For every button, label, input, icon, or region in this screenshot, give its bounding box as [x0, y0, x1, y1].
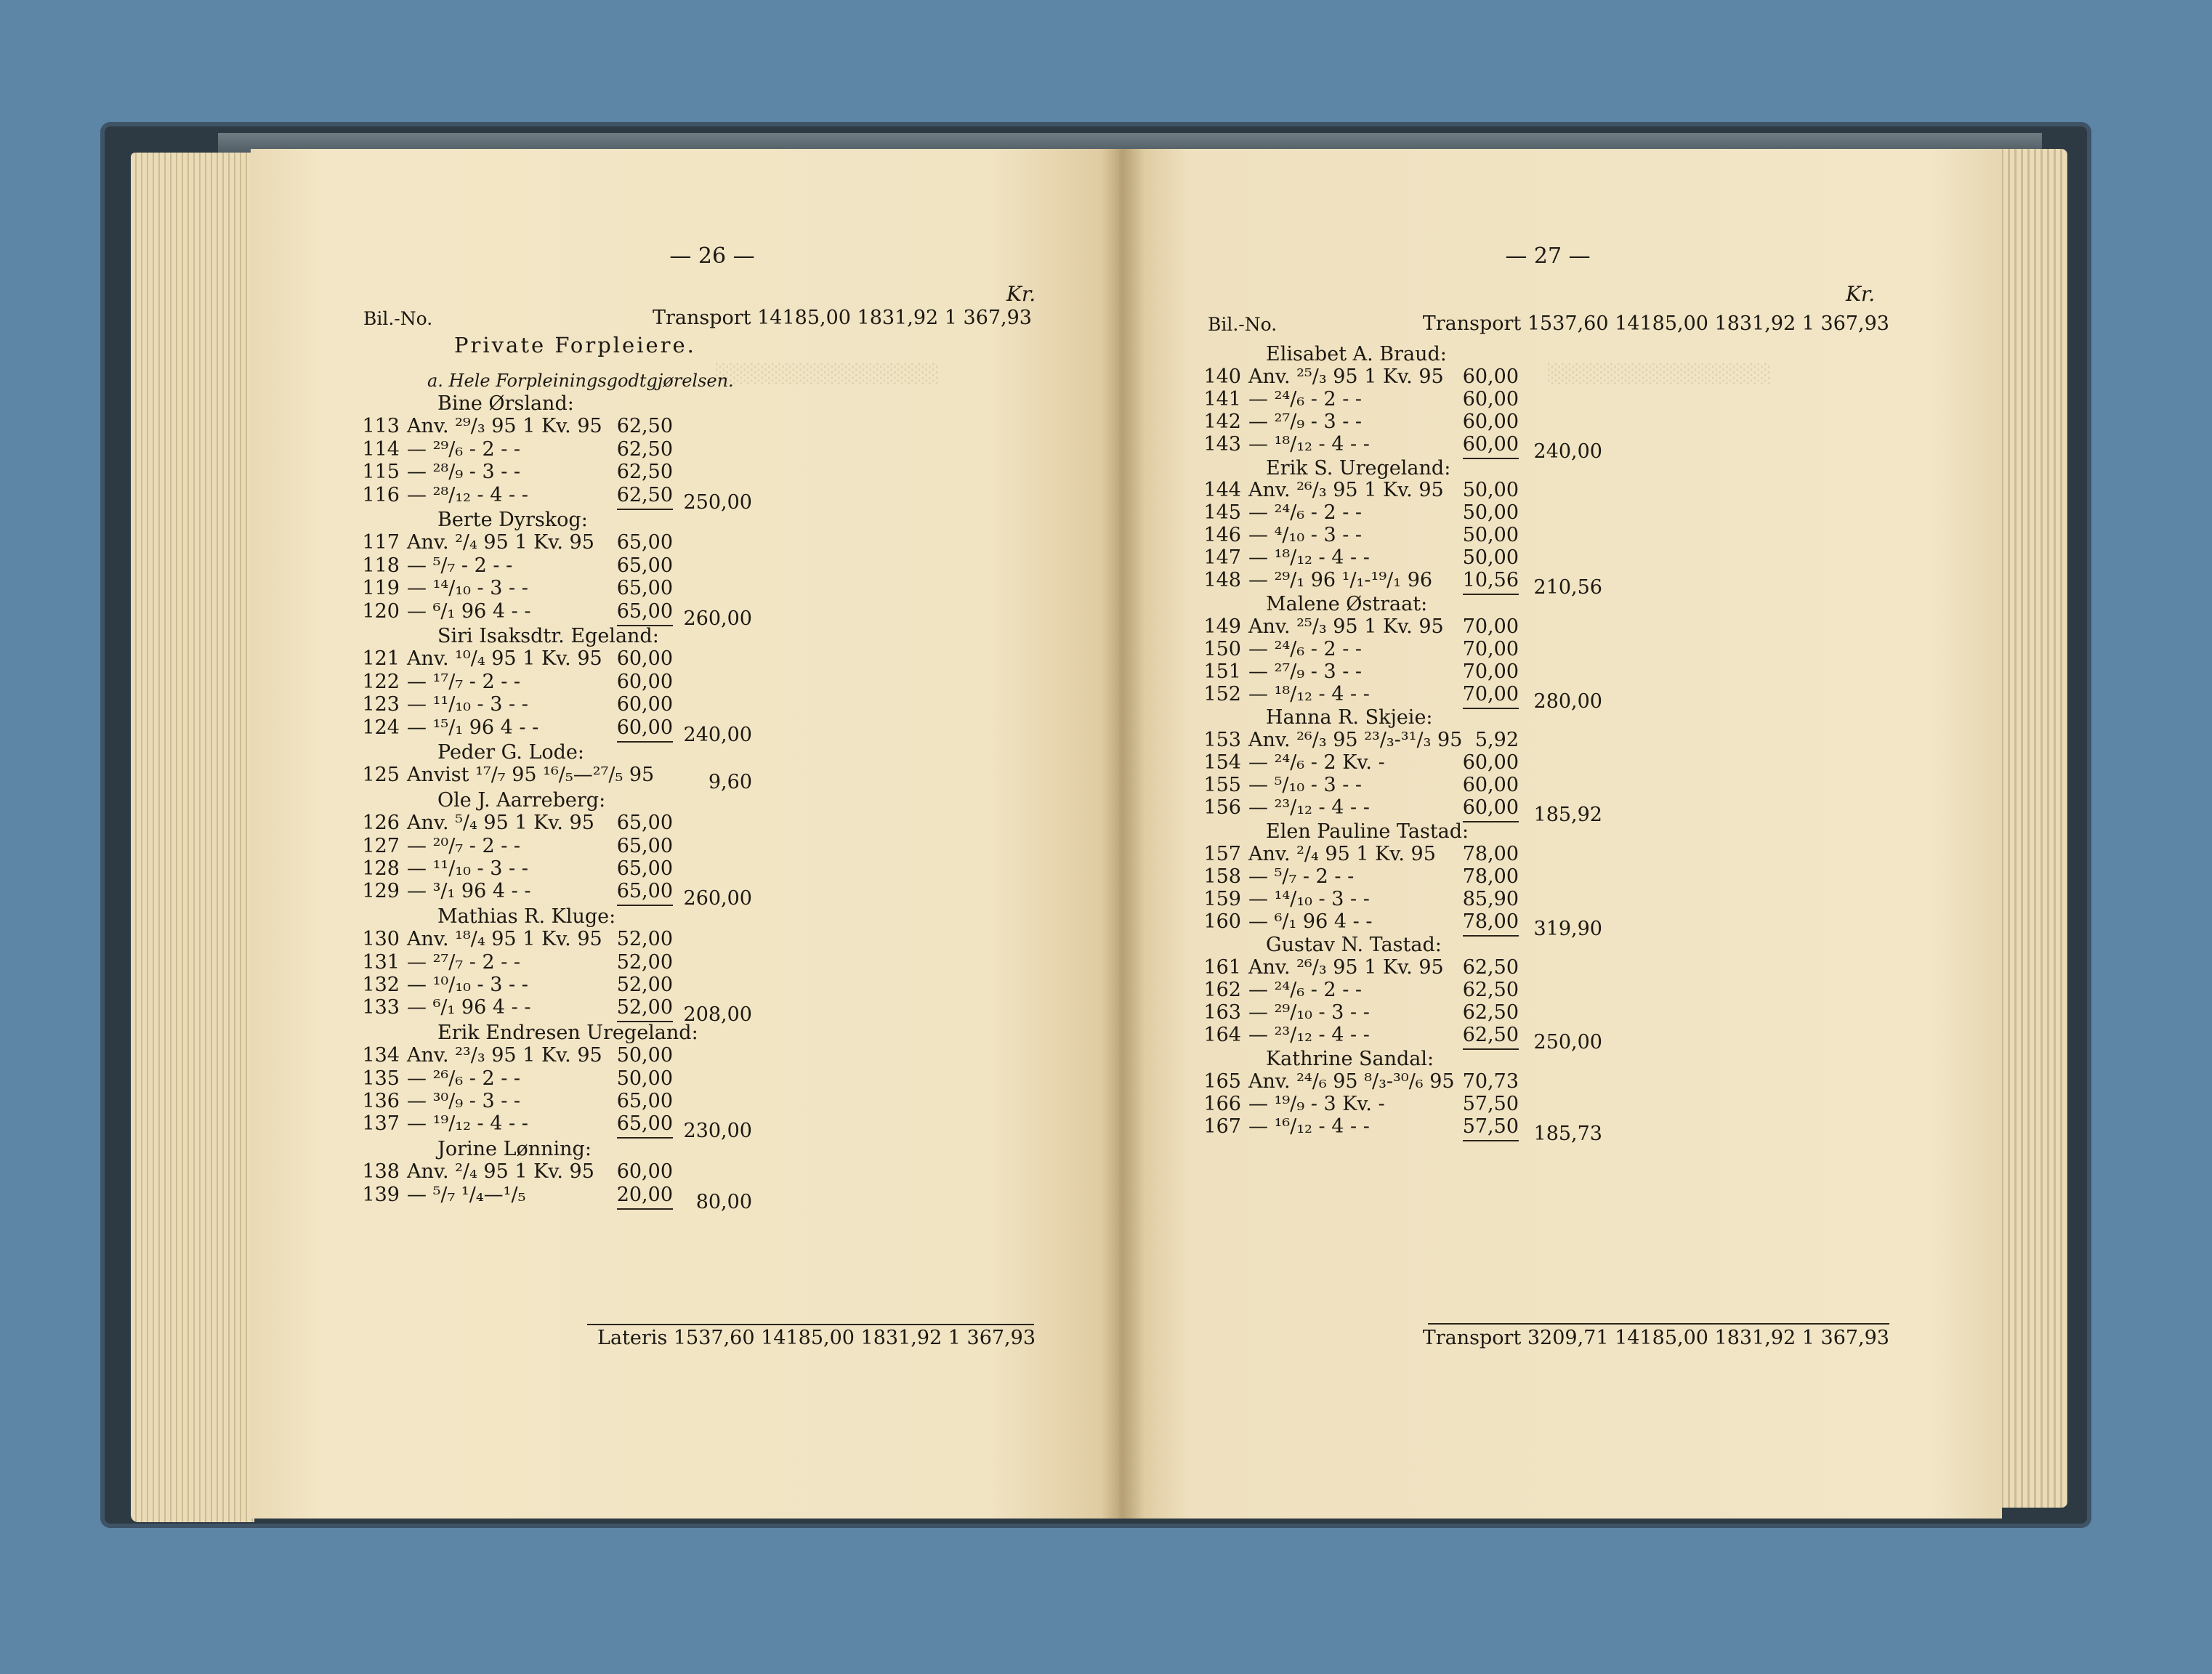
- payee-name: Siri Isaksdtr. Egeland:: [437, 625, 659, 647]
- entry-number: 145: [1203, 501, 1241, 525]
- entry-number: 114: [362, 437, 400, 461]
- entry-description: — ²⁷/₉ - 3 - -: [1248, 410, 1363, 433]
- entry-amount: 50,00: [1462, 501, 1519, 525]
- entry-amount: 78,00: [1463, 910, 1519, 937]
- entry-amount: 60,00: [616, 1160, 673, 1184]
- payee-name: Jorine Lønning:: [437, 1137, 592, 1160]
- entry-description: — ²⁰/₇ - 2 - -: [407, 834, 521, 857]
- group-total: 210,56: [1533, 576, 1602, 599]
- entry-amount: 62,50: [1462, 979, 1519, 1002]
- entry-description: Anv. ²⁹/₃ 95 1 Kv. 95: [407, 415, 602, 438]
- entry-description: Anv. ⁵/₄ 95 1 Kv. 95: [407, 812, 594, 835]
- entry-description: — ²⁷/₇ - 2 - -: [407, 950, 521, 974]
- entry-number: 121: [362, 647, 400, 671]
- ledger-row: [1203, 796, 1519, 820]
- ledger-row: [362, 974, 673, 997]
- bil-no-label: Bil.-No.: [1208, 314, 1277, 335]
- ledger-row: [362, 577, 673, 600]
- ledger-row: [362, 928, 673, 951]
- entry-amount: 60,00: [616, 670, 673, 693]
- entry-amount: 52,00: [616, 974, 673, 996]
- entry-amount: 5,92: [1474, 729, 1519, 752]
- group-total: 208,00: [683, 1003, 752, 1027]
- ledger-row: [1203, 479, 1519, 502]
- ledger-row: [1203, 865, 1519, 889]
- entry-amount: 52,00: [617, 996, 673, 1022]
- ledger-row: [362, 835, 673, 858]
- entry-number: 116: [362, 483, 400, 506]
- entry-amount: 65,00: [616, 577, 673, 600]
- ledger-row: [1203, 524, 1519, 547]
- entry-description: — ²⁹/₁₀ - 3 - -: [1248, 1001, 1370, 1024]
- entry-number: 115: [362, 461, 400, 484]
- entry-amount: 65,00: [616, 857, 673, 880]
- entry-description: — ¹¹/₁₀ - 3 - -: [407, 693, 528, 716]
- payee-name: Peder G. Lode:: [437, 741, 584, 764]
- entry-amount: 70,00: [1463, 683, 1519, 709]
- entry-amount: 62,50: [1462, 956, 1519, 979]
- entry-amount: 65,00: [617, 1112, 673, 1139]
- ledger-row: [362, 484, 673, 507]
- ledger-row: [362, 438, 673, 461]
- entry-amount: 60,00: [616, 647, 673, 671]
- entry-description: — ³⁰/₉ - 3 - -: [407, 1090, 521, 1112]
- entry-amount: 60,00: [617, 716, 673, 743]
- currency-label: Kr.: [1006, 282, 1036, 306]
- entry-description: — ⁵/₁₀ - 3 - -: [1248, 774, 1363, 797]
- entry-amount: 70,00: [1462, 615, 1519, 638]
- entry-amount: 50,00: [1462, 546, 1519, 570]
- payee-name: Mathias R. Kluge:: [437, 905, 616, 928]
- ledger-row: [362, 415, 673, 438]
- entry-amount: 50,00: [616, 1044, 673, 1067]
- ledger-row: [362, 671, 673, 694]
- entry-number: 142: [1203, 410, 1241, 433]
- entry-amount: 60,00: [1463, 433, 1519, 459]
- entry-number: 123: [362, 693, 400, 716]
- entry-amount: 52,00: [616, 950, 673, 974]
- entry-number: 144: [1203, 479, 1241, 502]
- right-page: [1119, 149, 2002, 1519]
- ledger-row: [362, 764, 673, 787]
- entry-number: 167: [1203, 1115, 1241, 1138]
- entry-description: — ¹⁴/₁₀ - 3 - -: [1248, 887, 1370, 910]
- entry-description: — ⁵/₇ - 2 - -: [1248, 865, 1355, 888]
- ledger-row: [1203, 433, 1519, 456]
- entry-description: Anv. ²⁶/₃ 95 1 Kv. 95: [1248, 956, 1444, 979]
- entry-number: 125: [362, 764, 400, 787]
- entry-number: 148: [1203, 569, 1241, 591]
- payee-name: Erik S. Uregeland:: [1266, 456, 1451, 480]
- entry-description: — ²⁴/₆ - 2 Kv. -: [1248, 751, 1385, 775]
- entry-number: 139: [362, 1183, 400, 1206]
- payee-name: Ole J. Aarreberg:: [437, 788, 606, 812]
- group-total: 9,60: [708, 771, 752, 794]
- group-total: 185,92: [1533, 804, 1602, 826]
- entry-number: 166: [1203, 1092, 1241, 1115]
- payee-name: Elen Pauline Tastad:: [1266, 820, 1469, 843]
- footer-rule: [1428, 1323, 1889, 1325]
- entry-description: — ³/₁ 96 4 - -: [407, 880, 531, 903]
- transport-footer-line: Transport 3209,71 14185,00 1831,92 1 367,93: [1422, 1327, 1889, 1349]
- entry-amount: 60,00: [1462, 410, 1519, 433]
- entry-number: 153: [1203, 729, 1241, 752]
- entry-amount: 60,00: [1462, 365, 1519, 388]
- entry-number: 141: [1203, 387, 1241, 411]
- entry-amount: 62,50: [617, 484, 673, 510]
- entry-description: Anv. ²⁶/₃ 95 ²³/₃-³¹/₃ 95: [1248, 729, 1463, 752]
- entry-description: — ⁶/₁ 96 4 - -: [407, 996, 531, 1019]
- group-total: 250,00: [1533, 1031, 1602, 1054]
- entry-description: — ²⁸/₉ - 3 - -: [407, 461, 521, 484]
- ledger-row: [1203, 683, 1519, 706]
- entry-description: — ⁵/₇ ¹/₄—¹/₅: [407, 1183, 526, 1206]
- entry-description: — ²⁹/₁ 96 ¹/₁-¹⁹/₁ 96: [1248, 569, 1433, 591]
- ledger-row: [1203, 1070, 1519, 1093]
- entry-amount: 62,50: [616, 437, 673, 461]
- entry-description: Anv. ²/₄ 95 1 Kv. 95: [407, 1160, 594, 1184]
- group-total: 185,73: [1533, 1122, 1602, 1145]
- entry-number: 140: [1203, 365, 1241, 388]
- ledger-row: [1203, 1024, 1519, 1047]
- entry-amount: 62,50: [616, 415, 673, 438]
- entry-amount: 70,73: [1462, 1070, 1519, 1093]
- entry-number: 164: [1203, 1024, 1241, 1046]
- transport-line: Transport 14185,00 1831,92 1 367,93: [652, 307, 1032, 329]
- entry-amount: 78,00: [1462, 865, 1519, 888]
- entry-description: — ¹⁵/₁ 96 4 - -: [407, 716, 539, 739]
- entry-number: 135: [362, 1067, 400, 1090]
- entry-number: 126: [362, 812, 400, 835]
- entry-amount: 65,00: [616, 554, 673, 577]
- entry-description: Anv. ²⁴/₆ 95 ⁸/₃-³⁰/₆ 95: [1248, 1070, 1455, 1093]
- ledger-row: [1203, 843, 1519, 866]
- entry-description: — ²⁷/₉ - 3 - -: [1248, 660, 1363, 683]
- ledger-row: [1203, 956, 1519, 979]
- entry-number: 131: [362, 950, 400, 974]
- page-number: — 26 —: [669, 243, 755, 269]
- bil-no-label: Bil.-No.: [363, 308, 433, 329]
- entry-number: 150: [1203, 637, 1241, 660]
- group-total: 250,00: [683, 490, 752, 514]
- ledger-row: [1203, 910, 1519, 934]
- entry-amount: 60,00: [1462, 387, 1519, 411]
- payee-name: Malene Østraat:: [1266, 592, 1428, 615]
- entry-amount: 65,00: [616, 812, 673, 835]
- group-total: 319,90: [1533, 917, 1602, 940]
- footer-rule: [587, 1324, 1034, 1325]
- ledger-row: [362, 996, 673, 1019]
- entry-description: — ²³/₁₂ - 4 - -: [1248, 1024, 1370, 1046]
- entry-number: 152: [1203, 682, 1241, 705]
- entry-number: 120: [362, 599, 400, 623]
- group-total: 240,00: [683, 723, 752, 746]
- bleed-through-texture: ░░░░░░░░░░░░░░░░: [1548, 363, 1772, 384]
- ledger-row: [1203, 979, 1519, 1002]
- ledger-row: [1203, 615, 1519, 639]
- ledger-row: [1203, 638, 1519, 661]
- entry-amount: 65,00: [617, 600, 673, 626]
- entry-description: — ²⁴/₆ - 2 - -: [1248, 387, 1363, 411]
- section-heading: Private Forpleiere.: [454, 333, 696, 357]
- entry-number: 133: [362, 996, 400, 1019]
- ledger-row: [362, 812, 673, 835]
- entry-description: Anv. ¹⁰/₄ 95 1 Kv. 95: [407, 647, 602, 671]
- group-total: 230,00: [683, 1120, 752, 1143]
- ledger-row: [362, 647, 673, 671]
- ledger-row: [362, 1090, 673, 1113]
- entry-amount: 50,00: [1462, 524, 1519, 547]
- entry-amount: 10,56: [1463, 569, 1519, 595]
- ledger-row: [362, 951, 673, 974]
- entry-description: — ¹⁷/₇ - 2 - -: [407, 670, 521, 693]
- entry-number: 119: [362, 577, 400, 600]
- ledger-row: [362, 693, 673, 716]
- ledger-row: [362, 716, 673, 740]
- entry-number: 128: [362, 857, 400, 880]
- entry-description: Anv. ²⁵/₃ 95 1 Kv. 95: [1248, 365, 1444, 388]
- entry-number: 122: [362, 670, 400, 693]
- entry-number: 136: [362, 1090, 400, 1112]
- ledger-row: [1203, 546, 1519, 570]
- entry-description: — ²⁹/₆ - 2 - -: [407, 437, 521, 461]
- entry-description: — ²³/₁₂ - 4 - -: [1248, 796, 1370, 819]
- entry-number: 113: [362, 415, 400, 438]
- entry-amount: 50,00: [1462, 479, 1519, 502]
- entry-description: Anv. ²/₄ 95 1 Kv. 95: [1248, 842, 1436, 865]
- ledger-row: [362, 1044, 673, 1067]
- entry-description: — ¹¹/₁₀ - 3 - -: [407, 857, 528, 880]
- payee-name: Kathrine Sandal:: [1266, 1047, 1434, 1070]
- payee-name: Berte Dyrskog:: [437, 509, 588, 531]
- ledger-row: [1203, 388, 1519, 411]
- ledger-row: [1203, 1093, 1519, 1116]
- group-total: 260,00: [683, 887, 752, 910]
- entry-number: 124: [362, 716, 400, 739]
- entry-number: 165: [1203, 1070, 1241, 1093]
- payee-name: Elisabet A. Braud:: [1266, 343, 1447, 365]
- entry-number: 134: [362, 1044, 400, 1067]
- ledger-row: [362, 531, 673, 554]
- ledger-row: [362, 1160, 673, 1184]
- entry-description: — ²⁴/₆ - 2 - -: [1248, 637, 1363, 660]
- entry-number: 129: [362, 880, 400, 903]
- entry-amount: 60,00: [1462, 774, 1519, 797]
- entry-description: Anvist ¹⁷/₇ 95 ¹⁶/₅—²⁷/₅ 95: [407, 764, 655, 787]
- ledger-row: [1203, 729, 1519, 752]
- entry-amount: 70,00: [1462, 637, 1519, 660]
- entry-amount: 60,00: [616, 693, 673, 716]
- entry-number: 161: [1203, 956, 1241, 979]
- entry-description: Anv. ²⁶/₃ 95 1 Kv. 95: [1248, 479, 1444, 502]
- entry-number: 155: [1203, 774, 1241, 797]
- entry-number: 159: [1203, 887, 1241, 910]
- entry-amount: 62,50: [1462, 1001, 1519, 1024]
- ledger-row: [362, 554, 673, 578]
- entry-amount: 65,00: [616, 531, 673, 554]
- entry-description: — ⁶/₁ 96 4 - -: [407, 599, 531, 623]
- transport-line: Transport 1537,60 14185,00 1831,92 1 367,93: [1422, 312, 1889, 335]
- entry-number: 127: [362, 834, 400, 857]
- ledger-row: [1203, 660, 1519, 684]
- entry-number: 132: [362, 974, 400, 996]
- payee-name: Hanna R. Skjeie:: [1266, 706, 1433, 729]
- entry-description: — ¹⁹/₁₂ - 4 - -: [407, 1112, 528, 1136]
- ledger-row: [1203, 411, 1519, 434]
- group-total: 80,00: [695, 1190, 752, 1213]
- ledger-row: [1203, 751, 1519, 775]
- entry-amount: 78,00: [1462, 842, 1519, 865]
- entry-description: — ¹⁶/₁₂ - 4 - -: [1248, 1115, 1370, 1138]
- entry-number: 118: [362, 554, 400, 577]
- entry-amount: 65,00: [616, 834, 673, 857]
- entry-amount: 62,50: [616, 461, 673, 484]
- entry-number: 138: [362, 1160, 400, 1184]
- entry-number: 156: [1203, 796, 1241, 819]
- entry-amount: 60,00: [1462, 751, 1519, 775]
- group-total: 260,00: [683, 607, 752, 630]
- entry-amount: 65,00: [617, 880, 673, 906]
- entry-number: 147: [1203, 546, 1241, 570]
- ledger-row: [362, 1112, 673, 1136]
- entry-number: 163: [1203, 1001, 1241, 1024]
- entry-description: — ¹⁸/₁₂ - 4 - -: [1248, 432, 1370, 456]
- entry-description: Anv. ²⁵/₃ 95 1 Kv. 95: [1248, 615, 1444, 638]
- payee-name: Bine Ørsland:: [437, 392, 574, 415]
- entry-description: — ¹⁸/₁₂ - 4 - -: [1248, 546, 1370, 570]
- entry-amount: 60,00: [1463, 796, 1519, 822]
- entry-description: Anv. ²/₄ 95 1 Kv. 95: [407, 531, 594, 554]
- entry-description: — ⁶/₁ 96 4 - -: [1248, 910, 1373, 933]
- ledger-row: [362, 1184, 673, 1207]
- entry-amount: 70,00: [1462, 660, 1519, 683]
- entry-description: — ²⁶/₆ - 2 - -: [407, 1067, 521, 1090]
- bleed-through-texture: ░░░░░░░░░░░░░░░░: [716, 363, 940, 384]
- ledger-row: [1203, 501, 1519, 525]
- page-edges-left: [131, 153, 254, 1522]
- entry-amount: 20,00: [617, 1184, 673, 1210]
- lateris-line: Lateris 1537,60 14185,00 1831,92 1 367,93: [597, 1327, 1036, 1349]
- entry-number: 130: [362, 928, 400, 951]
- entry-amount: 50,00: [616, 1067, 673, 1090]
- entry-number: 160: [1203, 910, 1241, 933]
- ledger-row: [362, 600, 673, 623]
- entry-number: 154: [1203, 751, 1241, 775]
- ledger-row: [1203, 569, 1519, 592]
- entry-number: 151: [1203, 660, 1241, 683]
- group-total: 280,00: [1533, 690, 1602, 713]
- entry-number: 162: [1203, 979, 1241, 1002]
- ledger-row: [362, 857, 673, 881]
- currency-label: Kr.: [1846, 282, 1876, 306]
- entry-description: — ¹⁸/₁₂ - 4 - -: [1248, 682, 1370, 705]
- entry-description: — ¹⁰/₁₀ - 3 - -: [407, 974, 528, 996]
- entry-number: 137: [362, 1112, 400, 1136]
- book-gutter: [1101, 149, 1145, 1519]
- ledger-row: [1203, 365, 1519, 389]
- page-edges-right: [1995, 149, 2067, 1508]
- entry-description: — ⁴/₁₀ - 3 - -: [1248, 524, 1363, 547]
- section-subheading: a. Hele Forpleiningsgodtgjørelsen.: [427, 371, 734, 391]
- ledger-row: [1203, 888, 1519, 911]
- ledger-row: [362, 1067, 673, 1091]
- entry-amount: 85,90: [1462, 887, 1519, 910]
- entry-amount: 57,50: [1462, 1092, 1519, 1115]
- entry-number: 149: [1203, 615, 1241, 638]
- entry-description: — ²⁴/₆ - 2 - -: [1248, 979, 1363, 1002]
- entry-amount: 62,50: [1463, 1024, 1519, 1050]
- entry-description: Anv. ¹⁸/₄ 95 1 Kv. 95: [407, 928, 602, 951]
- payee-name: Erik Endresen Uregeland:: [437, 1021, 698, 1044]
- entry-number: 143: [1203, 432, 1241, 456]
- entry-description: Anv. ²³/₃ 95 1 Kv. 95: [407, 1044, 602, 1067]
- entry-description: — ¹⁴/₁₀ - 3 - -: [407, 577, 528, 600]
- entry-number: 117: [362, 531, 400, 554]
- ledger-row: [1203, 1001, 1519, 1024]
- entry-amount: 65,00: [616, 1090, 673, 1112]
- payee-name: Gustav N. Tastad:: [1266, 934, 1442, 957]
- page-number: — 27 —: [1505, 243, 1591, 269]
- ledger-row: [362, 880, 673, 903]
- entry-description: — ¹⁹/₉ - 3 Kv. -: [1248, 1092, 1385, 1115]
- entry-description: — ⁵/₇ - 2 - -: [407, 554, 513, 577]
- group-total: 240,00: [1533, 440, 1602, 463]
- entry-number: 146: [1203, 524, 1241, 547]
- entry-amount: 57,50: [1463, 1115, 1519, 1141]
- entry-description: — ²⁸/₁₂ - 4 - -: [407, 483, 528, 506]
- ledger-row: [1203, 1115, 1519, 1139]
- entry-description: — ²⁴/₆ - 2 - -: [1248, 501, 1363, 525]
- ledger-row: [362, 461, 673, 484]
- entry-number: 158: [1203, 865, 1241, 888]
- entry-number: 157: [1203, 842, 1241, 865]
- entry-amount: 52,00: [616, 928, 673, 951]
- ledger-row: [1203, 774, 1519, 797]
